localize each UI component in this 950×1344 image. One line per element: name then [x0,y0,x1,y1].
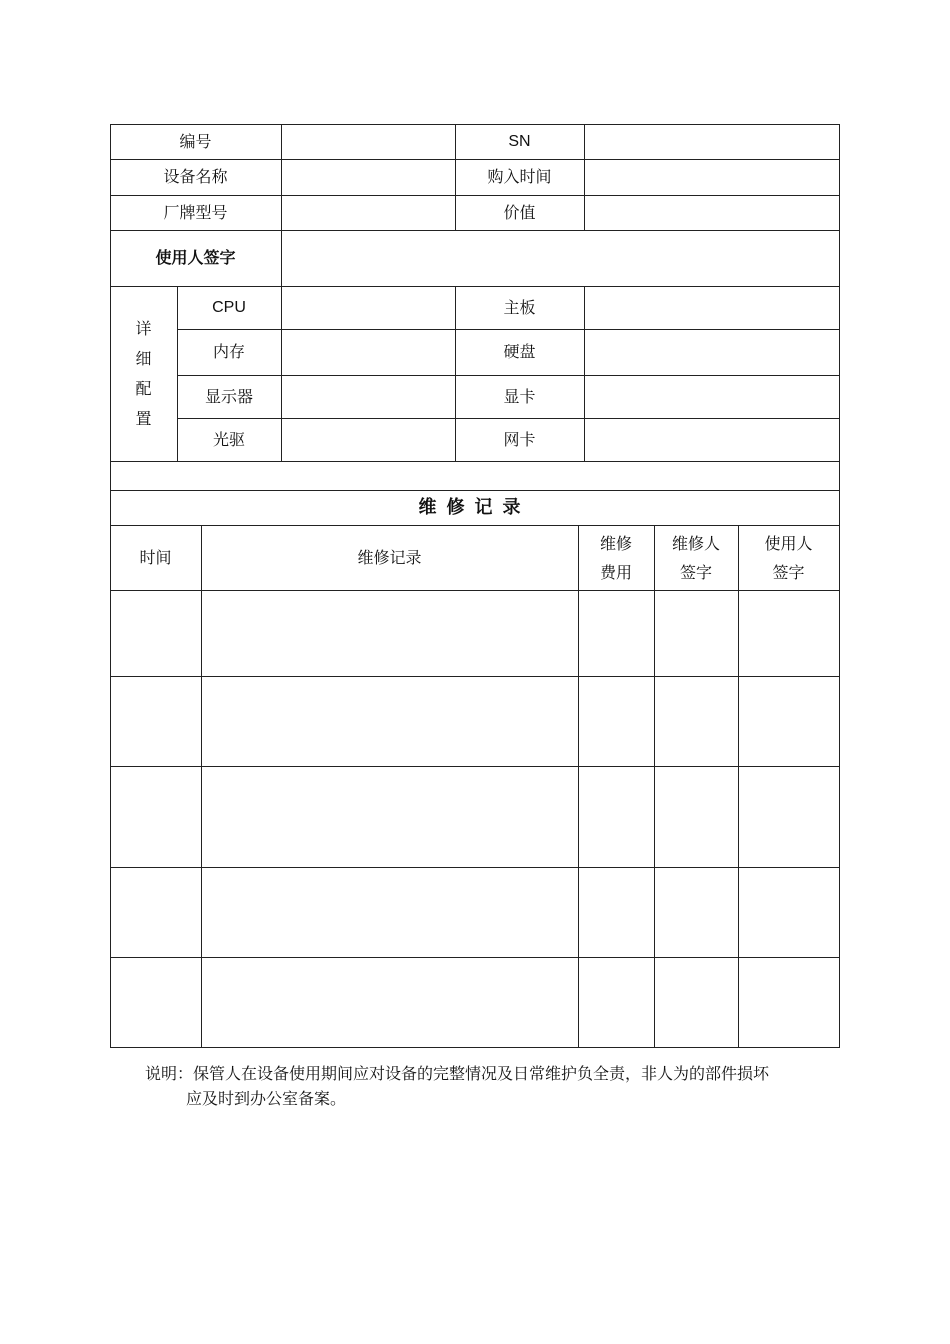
repairer-signature-header [654,525,738,590]
user-header-line: 签字 [772,562,805,582]
value-field[interactable] [584,195,839,230]
repair-row[interactable] [110,676,839,766]
user-header-line: 使用人 [764,533,813,553]
user-signature-label: 使用人签字 [155,248,236,267]
hard-disk-field[interactable] [584,329,839,375]
monitor-field[interactable] [281,375,455,418]
table-bottom-border [110,1047,840,1048]
repair-row[interactable] [110,590,839,676]
config-label-char: 置 [135,408,152,428]
purchase-time-label: 购入时间 [487,167,552,186]
motherboard-label: 主板 [503,297,536,317]
sn-field[interactable] [584,124,839,159]
graphics-card-field[interactable] [584,375,839,418]
sn-label: SN [508,132,531,150]
user-signature-header [738,525,839,590]
repair-row[interactable] [110,766,839,867]
repairer-header-line: 签字 [679,562,712,582]
repair-row[interactable] [110,867,839,957]
memory-field[interactable] [281,329,455,375]
number-field[interactable] [281,124,455,159]
device-name-field[interactable] [281,159,455,195]
optical-drive-label: 光驱 [212,429,245,449]
repair-cost-header-line: 费用 [599,562,632,582]
config-label-char: 配 [135,378,152,398]
note-line-1: 说明：保管人在设备使用期间应对设备的完整情况及日常维护负全责，非人为的部件损坏 [145,1064,770,1083]
monitor-label: 显示器 [204,386,253,406]
cpu-field[interactable] [281,286,455,329]
network-card-label: 网卡 [503,429,536,449]
repair-record-title: 维修记录 [418,496,531,518]
brand-model-field[interactable] [281,195,455,230]
repair-cost-header-line: 维修 [599,533,632,553]
repairer-header-line: 维修人 [671,533,720,553]
repair-row[interactable] [110,957,839,1047]
config-label-char: 详 [135,318,152,338]
note-line-2: 应及时到办公室备案。 [186,1089,347,1108]
motherboard-field[interactable] [584,286,839,329]
user-signature-field[interactable] [281,230,839,286]
repair-cost-header [578,525,654,590]
hard-disk-label: 硬盘 [503,342,536,361]
optical-drive-field[interactable] [281,418,455,461]
device-name-label: 设备名称 [163,167,228,186]
repair-record-header: 维修记录 [357,547,422,567]
graphics-card-label: 显卡 [503,386,536,406]
value-label: 价值 [503,202,536,222]
config-label-char: 细 [135,348,152,368]
blank-row [110,461,839,490]
repair-time-header: 时间 [139,547,172,567]
table-right-border [839,124,840,1048]
number-label: 编号 [179,131,212,151]
purchase-time-field[interactable] [584,159,839,195]
memory-label: 内存 [212,342,245,361]
cpu-label: CPU [212,298,246,316]
brand-model-label: 厂牌型号 [163,202,228,222]
network-card-field[interactable] [584,418,839,461]
detailed-config-label [110,286,177,461]
